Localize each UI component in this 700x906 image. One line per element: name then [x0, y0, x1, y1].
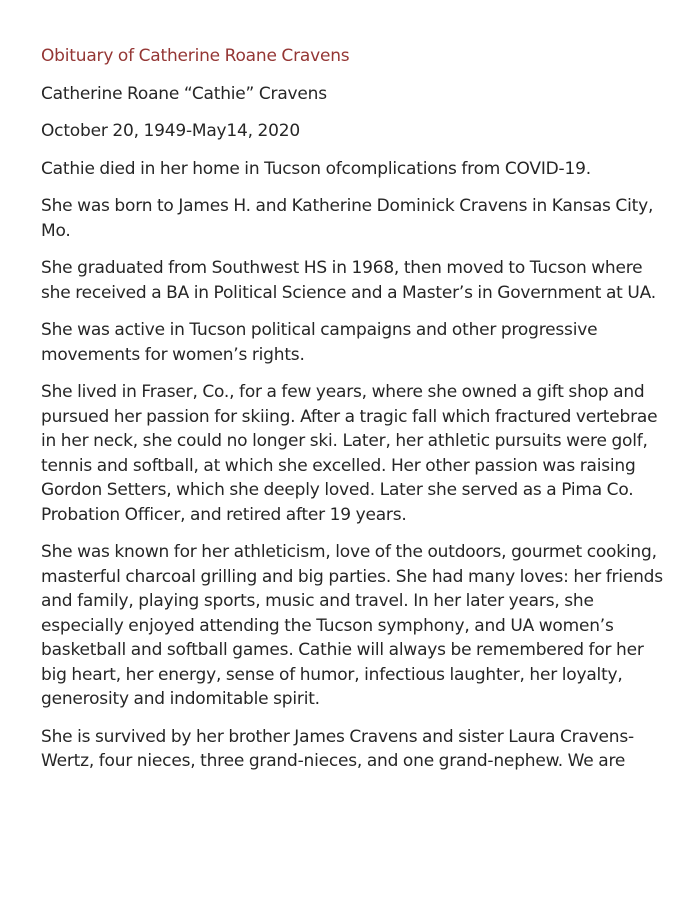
paragraph-personality: She was known for her athleticism, love of the outdoors, gourmet cooking, masterful charcoal grilling and big parties. She had many loves: her friends and family, playing sports, music and travel. In her later years, she especially enjoyed attending the Tucson symphony, and UA women’s basketball and softball games. Cathie will always be remembered for her big heart, her energy, sense of humor, infectious laughter, her loyalty, generosity and indomitable spirit. — [41, 542, 663, 709]
document-title: Obituary of Catherine Roane Cravens — [41, 46, 350, 66]
paragraph-birth: She was born to James H. and Katherine Dominick Cravens in Kansas City, Mo. — [41, 196, 654, 241]
paragraph-survived-by: She is survived by her brother James Cravens and sister Laura Cravens-Wertz, four nieces, three grand-nieces, and one grand-nephew. We are — [41, 726, 634, 771]
paragraph-activism: She was active in Tucson political campaigns and other progressive movements for women’s rights. — [41, 320, 598, 365]
paragraph-fraser: She lived in Fraser, Co., for a few years, where she owned a gift shop and pursued her passion for skiing. After a tragic fall which fractured vertebrae in her neck, she could no longer ski. Later, her athletic pursuits were golf, tennis and softball, at which she excelled. Her other passion was raising Gordon Setters, which she deeply loved. Later she served as a Pima Co. Probation Officer, and retired after 19 years. — [41, 382, 658, 525]
dates-line: October 20, 1949-May14, 2020 — [41, 121, 301, 141]
paragraph-death: Cathie died in her home in Tucson ofcomplications from COVID-19. — [41, 158, 591, 179]
full-name-line: Catherine Roane “Cathie” Cravens — [41, 83, 327, 104]
paragraph-education: She graduated from Southwest HS in 1968, then moved to Tucson where she received a BA in Political Science and a Master’s in Government at UA. — [41, 258, 656, 303]
document-page — [41, 44, 666, 787]
